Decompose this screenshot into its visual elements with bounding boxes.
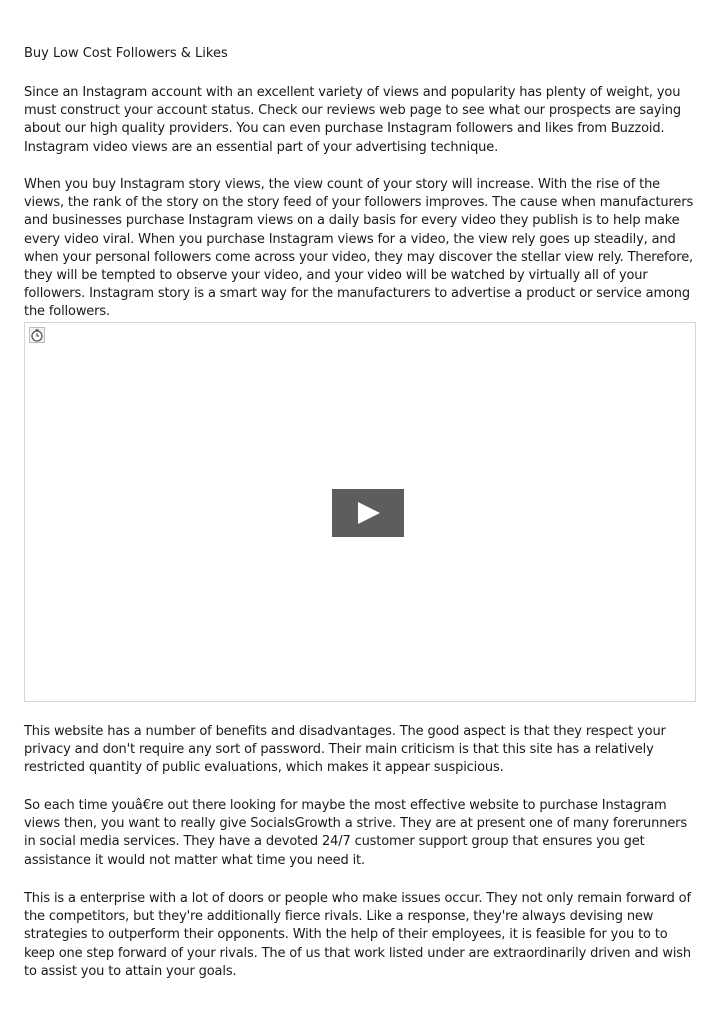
title-text: Buy Low Cost Followers & Likes [24, 46, 228, 61]
paragraph-5: This is a enterprise with a lot of doors or people who make issues occur. They not only remain forward of the competitors, but they're additionally fierce rivals. Like a response, they're always devising new strategies to outperform their opponents. With the help of their employees, it is feasible for you to to keep one step forward of your rivals. The of us that work listed under are extraordinarily driven and wish to assist you to attain your goals. [24, 891, 691, 979]
paragraph-2: When you buy Instagram story views, the view count of your story will increase. With the rise of the views, the rank of the story on the story feed of your followers improves. The cause when manufacturers and businesses purchase Instagram views on a daily basis for every video they publish is to help make every video viral. When you purchase Instagram views for a video, the view rely goes up steadily, and when your personal followers come across your video, they may discover the stellar view rely. Therefore, they will be tempted to observe your video, and your video will be watched by virtually all of your followers. Instagram story is a smart way for the manufacturers to advertise a product or service among the followers. [24, 177, 694, 320]
paragraph-3: This website has a number of benefits and disadvantages. The good aspect is that they respect your privacy and don't require any sort of password. Their main criticism is that this site has a relatively restricted quantity of public evaluations, which makes it appear suspicious. [24, 724, 666, 776]
clock-icon [29, 327, 45, 343]
paragraph-1: Since an Instagram account with an excellent variety of views and popularity has plenty of weight, you must construct your account status. Check our reviews web page to see what our prospects are saying about our high quality providers. You can even purchase Instagram followers and likes from Buzzoid. Instagram video views are an essential part of your advertising technique. [24, 85, 681, 155]
paragraph-4: So each time youâ€re out there looking for maybe the most effective website to purchase Instagram views then, you want to really give SocialsGrowth a strive. They are at present one of many forerunners in social media services. They have a devoted 24/7 customer support group that ensures you get assistance it would not matter what time you need it. [24, 798, 687, 868]
article-title [24, 45, 228, 63]
play-icon [358, 502, 380, 524]
play-button[interactable] [332, 489, 404, 537]
video-player[interactable] [24, 322, 696, 702]
